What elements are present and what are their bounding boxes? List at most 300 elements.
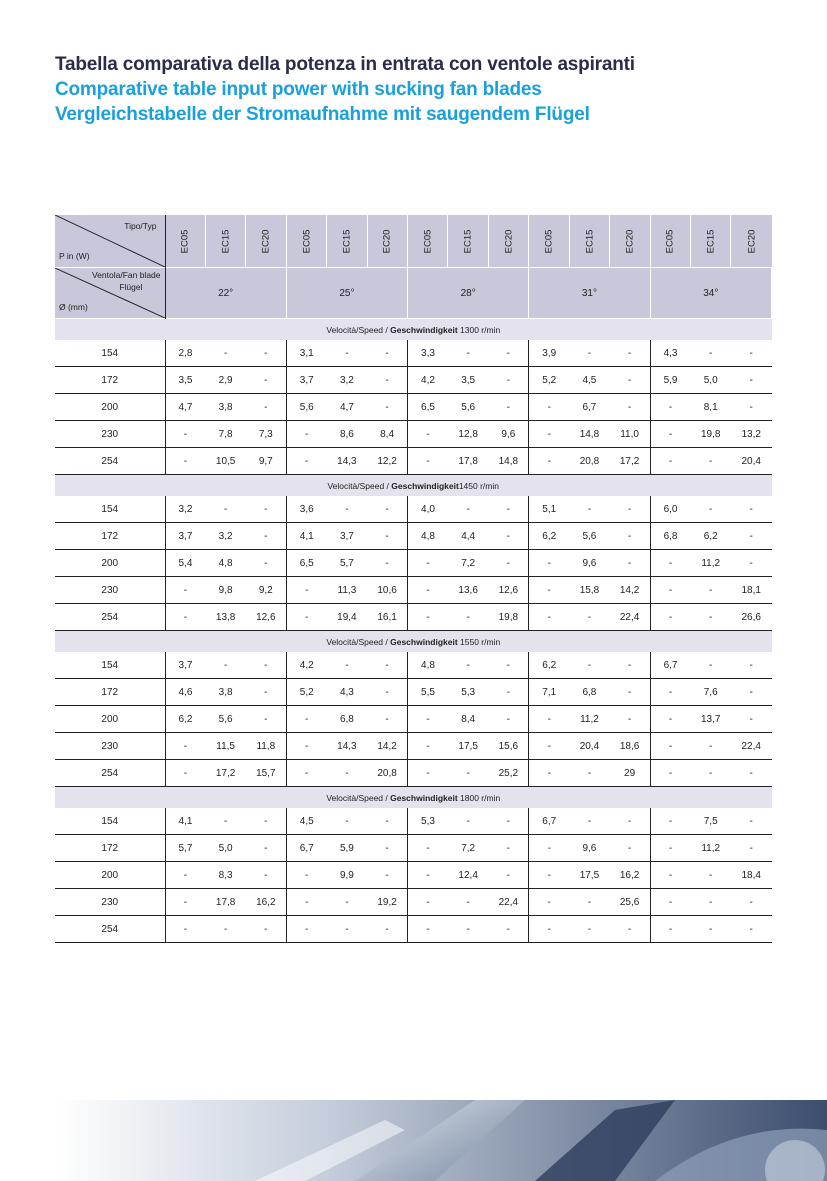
speed-section-header <box>55 787 772 809</box>
value-cell: 4,5 <box>286 808 326 835</box>
value-cell: 2,9 <box>205 367 245 394</box>
value-cell: 14,2 <box>610 577 650 604</box>
value-cell: - <box>367 835 407 862</box>
value-cell: 9,2 <box>246 577 286 604</box>
value-cell: - <box>610 652 650 679</box>
value-cell: 5,1 <box>529 496 569 523</box>
value-cell: 18,4 <box>731 862 772 889</box>
value-cell: 12,6 <box>246 604 286 631</box>
value-cell: - <box>569 604 609 631</box>
value-cell: - <box>529 889 569 916</box>
value-cell: - <box>165 916 205 943</box>
table-row <box>55 340 772 367</box>
model-header-cell <box>205 215 245 268</box>
value-cell: - <box>569 340 609 367</box>
value-cell: 22,4 <box>488 889 528 916</box>
value-cell: - <box>488 340 528 367</box>
fan-size-header: 22° <box>165 268 286 319</box>
fan-size-header: 25° <box>286 268 407 319</box>
value-cell: - <box>731 340 772 367</box>
value-cell: 5,9 <box>327 835 367 862</box>
value-cell: 4,3 <box>650 340 690 367</box>
fan-size-header: 28° <box>408 268 529 319</box>
value-cell: 5,2 <box>286 679 326 706</box>
value-cell: 3,5 <box>165 367 205 394</box>
value-cell: - <box>165 889 205 916</box>
value-cell: 25,6 <box>610 889 650 916</box>
value-cell: 22,4 <box>610 604 650 631</box>
value-cell: - <box>286 604 326 631</box>
value-cell: 3,2 <box>205 523 245 550</box>
diameter-cell: 230 <box>55 889 165 916</box>
speed-label <box>55 319 772 341</box>
value-cell: - <box>690 340 730 367</box>
model-label: EC15 <box>341 229 353 253</box>
value-cell: 20,8 <box>367 760 407 787</box>
value-cell: - <box>529 862 569 889</box>
value-cell: - <box>488 652 528 679</box>
diameter-cell: 230 <box>55 733 165 760</box>
value-cell: 7,5 <box>690 808 730 835</box>
value-cell: - <box>408 916 448 943</box>
value-cell: - <box>610 523 650 550</box>
value-cell: - <box>246 679 286 706</box>
model-header-cell <box>650 215 690 268</box>
value-cell: 12,6 <box>488 577 528 604</box>
model-header-cell <box>367 215 407 268</box>
table-row <box>55 679 772 706</box>
diameter-label: Ø (mm) <box>59 302 88 312</box>
value-cell: 15,7 <box>246 760 286 787</box>
fan-size-header: 31° <box>529 268 650 319</box>
value-cell: - <box>569 916 609 943</box>
value-cell: 8,4 <box>367 421 407 448</box>
diameter-cell: 172 <box>55 679 165 706</box>
value-cell: 20,4 <box>569 733 609 760</box>
table-row <box>55 367 772 394</box>
value-cell: - <box>731 916 772 943</box>
speed-prefix: Velocità/Speed / <box>327 480 392 491</box>
value-cell: 4,2 <box>286 652 326 679</box>
model-label: EC15 <box>462 229 474 253</box>
value-cell: 5,6 <box>448 394 488 421</box>
model-header-cell <box>529 215 569 268</box>
value-cell: - <box>408 550 448 577</box>
value-cell: 16,1 <box>367 604 407 631</box>
value-cell: - <box>731 523 772 550</box>
table-row <box>55 421 772 448</box>
value-cell: - <box>246 706 286 733</box>
table-row <box>55 916 772 943</box>
value-cell: - <box>367 808 407 835</box>
value-cell: 14,2 <box>367 733 407 760</box>
value-cell: - <box>367 706 407 733</box>
value-cell: 3,7 <box>165 652 205 679</box>
value-cell: 9,6 <box>569 550 609 577</box>
value-cell: 4,4 <box>448 523 488 550</box>
value-cell: - <box>731 889 772 916</box>
value-cell: 3,9 <box>529 340 569 367</box>
speed-prefix: Velocità/Speed / <box>326 324 391 335</box>
value-cell: 15,8 <box>569 577 609 604</box>
value-cell: - <box>650 394 690 421</box>
value-cell: 7,1 <box>529 679 569 706</box>
speed-bold: Geschwindigkeit <box>391 480 459 491</box>
value-cell: - <box>488 367 528 394</box>
value-cell: - <box>165 733 205 760</box>
value-cell: - <box>205 652 245 679</box>
value-cell: 18,1 <box>731 577 772 604</box>
table-row <box>55 706 772 733</box>
value-cell: 4,1 <box>165 808 205 835</box>
value-cell: - <box>650 706 690 733</box>
value-cell: - <box>448 889 488 916</box>
value-cell: 8,1 <box>690 394 730 421</box>
value-cell: - <box>448 340 488 367</box>
model-header-cell <box>610 215 650 268</box>
value-cell: - <box>246 916 286 943</box>
value-cell: 19,8 <box>690 421 730 448</box>
model-header-cell <box>448 215 488 268</box>
value-cell: - <box>650 889 690 916</box>
value-cell: - <box>529 421 569 448</box>
speed-value: 1550 r/min <box>457 636 501 647</box>
value-cell: - <box>529 706 569 733</box>
value-cell: 3,8 <box>205 679 245 706</box>
value-cell: - <box>610 916 650 943</box>
value-cell: 7,2 <box>448 550 488 577</box>
title-german: Vergleichstabelle der Stromaufnahme mit saugendem Flügel <box>55 104 590 125</box>
value-cell: - <box>246 550 286 577</box>
value-cell: - <box>731 679 772 706</box>
value-cell: - <box>650 862 690 889</box>
value-cell: - <box>650 550 690 577</box>
value-cell: 25,2 <box>488 760 528 787</box>
value-cell: 5,7 <box>327 550 367 577</box>
value-cell: 26,6 <box>731 604 772 631</box>
value-cell: - <box>731 550 772 577</box>
header-corner-tipo <box>55 215 165 268</box>
model-label: EC20 <box>381 229 393 253</box>
value-cell: - <box>165 421 205 448</box>
value-cell: - <box>650 733 690 760</box>
value-cell: 18,6 <box>610 733 650 760</box>
value-cell: - <box>165 862 205 889</box>
value-cell: 17,8 <box>448 448 488 475</box>
model-header-cell <box>569 215 609 268</box>
value-cell: 16,2 <box>246 889 286 916</box>
value-cell: 2,8 <box>165 340 205 367</box>
value-cell: - <box>650 421 690 448</box>
value-cell: - <box>408 889 448 916</box>
value-cell: - <box>246 808 286 835</box>
value-cell: 3,5 <box>448 367 488 394</box>
value-cell: - <box>246 523 286 550</box>
value-cell: - <box>731 496 772 523</box>
value-cell: 3,7 <box>327 523 367 550</box>
value-cell: 14,3 <box>327 733 367 760</box>
fan-size-header: 34° <box>650 268 771 319</box>
speed-section-header <box>55 631 772 653</box>
value-cell: - <box>690 577 730 604</box>
value-cell: - <box>448 808 488 835</box>
value-cell: - <box>690 448 730 475</box>
table-row <box>55 523 772 550</box>
value-cell: 4,1 <box>286 523 326 550</box>
value-cell: - <box>529 916 569 943</box>
value-cell: 5,6 <box>286 394 326 421</box>
table-row <box>55 652 772 679</box>
value-cell: - <box>690 652 730 679</box>
value-cell: 5,2 <box>529 367 569 394</box>
value-cell: - <box>731 367 772 394</box>
value-cell: 20,4 <box>731 448 772 475</box>
value-cell: - <box>488 862 528 889</box>
value-cell: 8,6 <box>327 421 367 448</box>
model-header-cell <box>488 215 528 268</box>
value-cell: - <box>408 421 448 448</box>
value-cell: - <box>650 577 690 604</box>
value-cell: - <box>650 916 690 943</box>
value-cell: 10,6 <box>367 577 407 604</box>
value-cell: 11,2 <box>569 706 609 733</box>
diameter-cell: 254 <box>55 916 165 943</box>
model-label: EC20 <box>503 229 515 253</box>
diameter-cell: 254 <box>55 604 165 631</box>
value-cell: - <box>286 733 326 760</box>
value-cell: - <box>165 604 205 631</box>
value-cell: - <box>367 523 407 550</box>
table-row <box>55 604 772 631</box>
value-cell: - <box>448 916 488 943</box>
value-cell: - <box>205 496 245 523</box>
speed-label <box>55 787 772 809</box>
value-cell: - <box>569 496 609 523</box>
diameter-cell: 230 <box>55 577 165 604</box>
value-cell: - <box>246 862 286 889</box>
value-cell: 13,6 <box>448 577 488 604</box>
value-cell: 3,2 <box>165 496 205 523</box>
value-cell: 9,9 <box>327 862 367 889</box>
value-cell: 17,5 <box>569 862 609 889</box>
value-cell: 6,8 <box>650 523 690 550</box>
value-cell: 15,6 <box>488 733 528 760</box>
model-label: EC20 <box>260 229 272 253</box>
model-header-cell <box>327 215 367 268</box>
model-header-cell <box>408 215 448 268</box>
speed-bold: Geschwindigkeit <box>390 792 458 803</box>
value-cell: - <box>610 679 650 706</box>
value-cell: - <box>327 760 367 787</box>
value-cell: 9,6 <box>569 835 609 862</box>
speed-prefix: Velocità/Speed / <box>326 792 391 803</box>
value-cell: 11,2 <box>690 550 730 577</box>
value-cell: - <box>205 916 245 943</box>
value-cell: - <box>650 760 690 787</box>
model-header-cell <box>165 215 205 268</box>
model-label: EC20 <box>745 229 757 253</box>
value-cell: - <box>610 835 650 862</box>
value-cell: 19,4 <box>327 604 367 631</box>
value-cell: - <box>690 760 730 787</box>
value-cell: - <box>367 340 407 367</box>
model-label: EC15 <box>583 229 595 253</box>
value-cell: 14,8 <box>488 448 528 475</box>
value-cell: 4,3 <box>327 679 367 706</box>
value-cell: 6,7 <box>529 808 569 835</box>
value-cell: 9,7 <box>246 448 286 475</box>
table-row <box>55 448 772 475</box>
value-cell: 14,3 <box>327 448 367 475</box>
value-cell: - <box>569 652 609 679</box>
value-cell: 11,5 <box>205 733 245 760</box>
value-cell: - <box>408 706 448 733</box>
value-cell: - <box>367 394 407 421</box>
value-cell: - <box>246 367 286 394</box>
value-cell: - <box>246 652 286 679</box>
table-row <box>55 760 772 787</box>
value-cell: - <box>569 889 609 916</box>
value-cell: - <box>488 916 528 943</box>
value-cell: 6,2 <box>529 523 569 550</box>
value-cell: 3,3 <box>408 340 448 367</box>
header-row-models <box>55 215 772 268</box>
value-cell: 6,0 <box>650 496 690 523</box>
value-cell: - <box>367 679 407 706</box>
value-cell: 5,6 <box>569 523 609 550</box>
value-cell: - <box>488 679 528 706</box>
table-row <box>55 733 772 760</box>
diameter-cell: 154 <box>55 496 165 523</box>
value-cell: 4,6 <box>165 679 205 706</box>
value-cell: 13,2 <box>731 421 772 448</box>
diameter-cell: 154 <box>55 808 165 835</box>
diameter-cell: 172 <box>55 523 165 550</box>
value-cell: 6,5 <box>408 394 448 421</box>
value-cell: - <box>690 889 730 916</box>
speed-prefix: Velocità/Speed / <box>326 636 391 647</box>
value-cell: 17,5 <box>448 733 488 760</box>
speed-label <box>55 631 772 653</box>
value-cell: - <box>610 394 650 421</box>
value-cell: 29 <box>610 760 650 787</box>
model-header-cell <box>246 215 286 268</box>
value-cell: - <box>246 340 286 367</box>
diameter-cell: 230 <box>55 421 165 448</box>
table-row <box>55 835 772 862</box>
value-cell: 6,5 <box>286 550 326 577</box>
value-cell: 16,2 <box>610 862 650 889</box>
value-cell: - <box>408 760 448 787</box>
value-cell: 20,8 <box>569 448 609 475</box>
header-row-fan-sizes <box>55 268 772 319</box>
value-cell: 6,7 <box>569 394 609 421</box>
value-cell: 13,7 <box>690 706 730 733</box>
pin-label: P in (W) <box>59 251 90 261</box>
speed-section-header <box>55 475 772 497</box>
speed-bold: Geschwindigkeit <box>390 636 458 647</box>
value-cell: - <box>367 652 407 679</box>
value-cell: 5,3 <box>448 679 488 706</box>
speed-bold: Geschwindigkeit <box>390 324 458 335</box>
page-titles <box>55 52 635 127</box>
model-label: EC05 <box>664 229 676 253</box>
value-cell: - <box>610 367 650 394</box>
value-cell: 5,7 <box>165 835 205 862</box>
value-cell: - <box>529 577 569 604</box>
value-cell: 12,4 <box>448 862 488 889</box>
value-cell: - <box>327 496 367 523</box>
value-cell: - <box>610 496 650 523</box>
table-row <box>55 889 772 916</box>
value-cell: - <box>690 862 730 889</box>
title-english: Comparative table input power with sucking fan blades <box>55 79 542 100</box>
value-cell: - <box>610 550 650 577</box>
table-row <box>55 862 772 889</box>
value-cell: 4,7 <box>165 394 205 421</box>
value-cell: 10,5 <box>205 448 245 475</box>
value-cell: - <box>488 394 528 421</box>
value-cell: 4,0 <box>408 496 448 523</box>
value-cell: - <box>529 760 569 787</box>
value-cell: - <box>408 604 448 631</box>
fan-blade-photo-icon <box>55 1100 827 1181</box>
diameter-cell: 200 <box>55 862 165 889</box>
value-cell: - <box>488 706 528 733</box>
value-cell: 19,2 <box>367 889 407 916</box>
value-cell: - <box>529 604 569 631</box>
model-label: EC05 <box>300 229 312 253</box>
model-label: EC05 <box>422 229 434 253</box>
title-italian: Tabella comparativa della potenza in entrata con ventole aspiranti <box>55 54 635 75</box>
diameter-cell: 200 <box>55 706 165 733</box>
value-cell: - <box>569 760 609 787</box>
value-cell: - <box>448 652 488 679</box>
value-cell: - <box>408 448 448 475</box>
value-cell: - <box>690 604 730 631</box>
value-cell: 13,8 <box>205 604 245 631</box>
value-cell: - <box>731 706 772 733</box>
diameter-cell: 154 <box>55 652 165 679</box>
value-cell: 3,7 <box>286 367 326 394</box>
value-cell: - <box>408 577 448 604</box>
value-cell: - <box>286 862 326 889</box>
value-cell: 11,0 <box>610 421 650 448</box>
value-cell: - <box>529 550 569 577</box>
value-cell: - <box>408 862 448 889</box>
value-cell: - <box>327 808 367 835</box>
fan-label-de: Flügel <box>119 282 143 292</box>
value-cell: - <box>408 733 448 760</box>
model-label: EC05 <box>543 229 555 253</box>
value-cell: - <box>650 448 690 475</box>
value-cell: - <box>367 496 407 523</box>
value-cell: 6,2 <box>529 652 569 679</box>
value-cell: - <box>731 760 772 787</box>
value-cell: 6,8 <box>327 706 367 733</box>
value-cell: - <box>610 340 650 367</box>
value-cell: 5,4 <box>165 550 205 577</box>
value-cell: - <box>286 760 326 787</box>
value-cell: 12,8 <box>448 421 488 448</box>
value-cell: - <box>488 496 528 523</box>
diameter-cell: 154 <box>55 340 165 367</box>
value-cell: 4,7 <box>327 394 367 421</box>
value-cell: - <box>367 916 407 943</box>
value-cell: 4,8 <box>408 652 448 679</box>
speed-value: 1800 r/min <box>457 792 501 803</box>
value-cell: - <box>731 835 772 862</box>
